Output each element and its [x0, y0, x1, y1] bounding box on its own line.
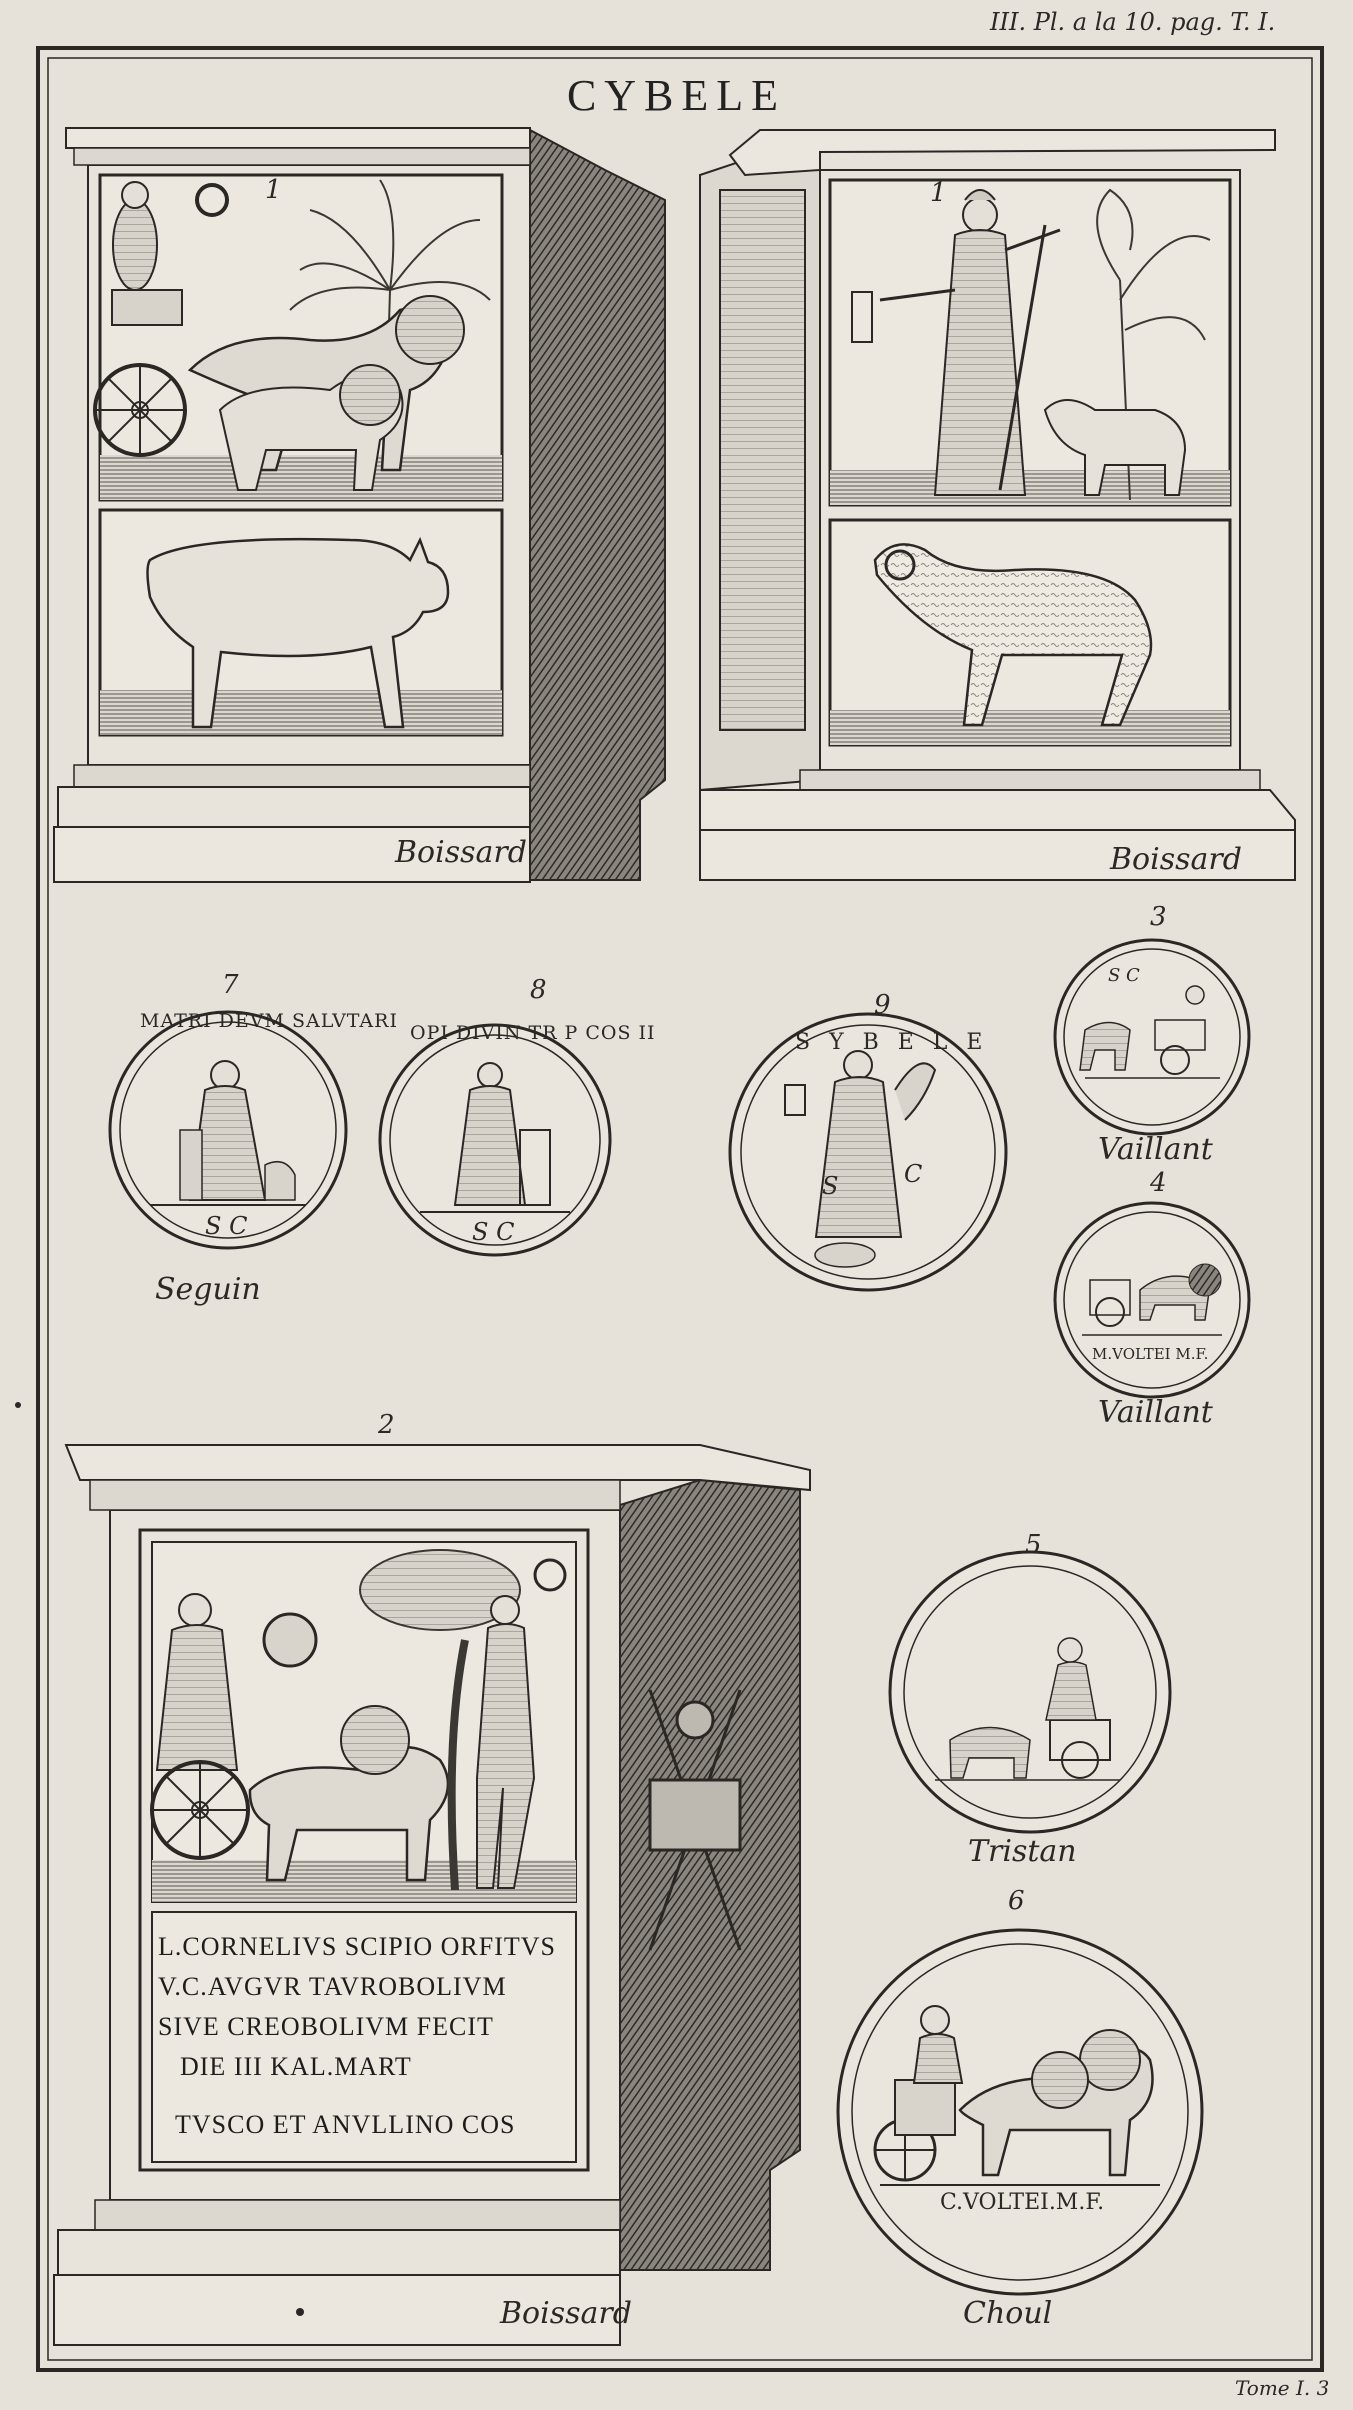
coin-8-exergue: S C — [472, 1218, 515, 1246]
caption-boissard: Boissard — [1110, 842, 1242, 877]
plate-title: CYBELE — [566, 71, 787, 120]
caption-choul: Choul — [963, 2296, 1053, 2331]
altar-1-left — [54, 128, 665, 882]
coin-7-legend: MATRI DEVM SALVTARI — [140, 1010, 398, 1032]
inscription-line: DIE III KAL.MART — [180, 2052, 412, 2081]
figure-number: 8 — [530, 975, 547, 1005]
figure-number: 2 — [378, 1410, 395, 1440]
caption-vaillant: Vaillant — [1098, 1395, 1213, 1430]
coin-5 — [890, 1552, 1170, 1832]
altar-1-right — [700, 130, 1295, 880]
altar-2 — [54, 1445, 810, 2410]
inscription-line: SIVE CREOBOLIVM FECIT — [158, 2012, 494, 2041]
figure-number: 9 — [874, 990, 891, 1020]
caption-boissard: Boissard — [500, 2296, 632, 2331]
coin-9-field: S — [822, 1172, 839, 1200]
figure-number: 4 — [1150, 1168, 1167, 1198]
figure-number: 7 — [222, 970, 239, 1000]
volume-reference: Tome I. 3 — [1235, 2376, 1330, 2400]
coin-6 — [838, 1930, 1202, 2294]
figure-number: 1 — [930, 178, 947, 208]
caption-boissard: Boissard — [395, 835, 527, 870]
coin-3-field: S C — [1108, 965, 1140, 986]
caption-vaillant: Vaillant — [1098, 1132, 1213, 1167]
figure-number: 6 — [1008, 1886, 1025, 1916]
coin-9-field: C — [904, 1160, 923, 1188]
coin-9 — [730, 1014, 1006, 1290]
coin-6-exergue: C.VOLTEI.M.F. — [940, 2190, 1105, 2215]
coin-8-legend: OPI DIVIN TR P COS II — [410, 1022, 656, 1044]
figure-number: 3 — [1150, 902, 1167, 932]
figure-number: 1 — [265, 175, 282, 205]
coin-4 — [1055, 1203, 1249, 1397]
inscription-line: TVSCO ET ANVLLINO COS — [175, 2110, 516, 2139]
coin-4-exergue: M.VOLTEI M.F. — [1092, 1345, 1209, 1363]
plate-reference: III. Pl. a la 10. pag. T. I. — [990, 8, 1276, 36]
caption-tristan: Tristan — [968, 1834, 1077, 1869]
figure-number: 5 — [1025, 1530, 1042, 1560]
coin-9-legend: S Y B E L E — [795, 1030, 989, 1055]
coin-3 — [1055, 940, 1249, 1134]
inscription-line: V.C.AVGVR TAVROBOLIVM — [158, 1972, 507, 2001]
inscription-line: L.CORNELIVS SCIPIO ORFITVS — [158, 1932, 556, 1961]
caption-seguin: Seguin — [155, 1272, 261, 1307]
coin-7-exergue: S C — [205, 1212, 248, 1240]
